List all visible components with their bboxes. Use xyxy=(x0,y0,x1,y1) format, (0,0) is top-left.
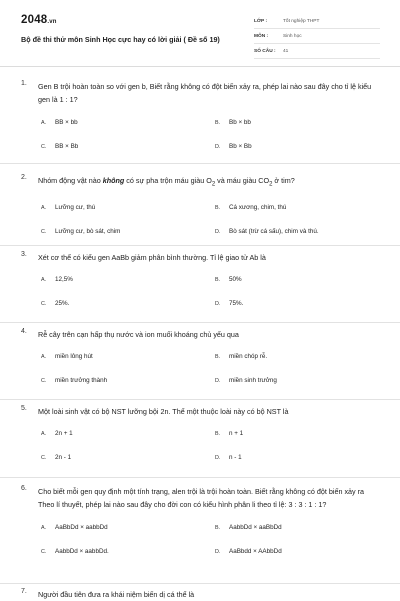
option-c[interactable] xyxy=(41,143,215,151)
option-a[interactable] xyxy=(41,119,215,127)
option-c[interactable] xyxy=(41,454,215,462)
meta-value: Tốt nghiệp THPT xyxy=(283,18,320,24)
option-b[interactable] xyxy=(215,524,381,532)
option-letter: B. xyxy=(215,354,221,361)
option-letter: C. xyxy=(41,143,47,150)
answer-options xyxy=(41,119,381,151)
meta-key: SỐ CÂU : xyxy=(254,48,276,54)
option-d[interactable] xyxy=(215,454,381,462)
question-number: 1. xyxy=(21,80,27,87)
meta-row-question-count xyxy=(254,44,380,59)
option-letter: B. xyxy=(215,204,221,211)
option-text: AaBbDd × aabbDd xyxy=(55,523,108,531)
option-b[interactable] xyxy=(215,353,381,361)
option-letter: C. xyxy=(41,455,47,462)
option-b[interactable] xyxy=(215,430,381,438)
document-header xyxy=(0,0,400,67)
question-number: 5. xyxy=(21,405,27,412)
option-d[interactable] xyxy=(215,548,381,556)
question-text-part: và máu giàu CO xyxy=(215,176,270,185)
question-divider xyxy=(0,245,400,246)
option-letter: D. xyxy=(215,548,221,555)
question-divider xyxy=(0,583,400,584)
question-7 xyxy=(21,588,381,601)
option-letter: C. xyxy=(41,378,47,385)
question-text: Rễ cây trên cạn hấp thụ nước và ion muối khoáng chủ yếu qua xyxy=(38,330,239,339)
question-2 xyxy=(21,174,381,236)
option-letter: A. xyxy=(41,431,47,438)
question-4 xyxy=(21,328,381,385)
option-letter: D. xyxy=(215,143,221,150)
question-text: Gen B trội hoàn toàn so với gen b, Biết rằng không có đột biến xảy ra, phép lai nào sau đây cho tỉ lệ kiểu gen là 1 : 1? xyxy=(38,82,372,105)
question-divider xyxy=(0,399,400,400)
option-letter: B. xyxy=(215,119,221,126)
logo-text: 2048 xyxy=(21,14,48,26)
question-number: 2. xyxy=(21,174,27,181)
option-text: BB × bb xyxy=(55,118,78,126)
option-b[interactable] xyxy=(215,119,381,127)
option-d[interactable] xyxy=(215,143,381,151)
option-letter: A. xyxy=(41,524,47,531)
site-logo[interactable] xyxy=(21,14,57,26)
option-a[interactable] xyxy=(41,204,215,212)
option-text: AaBbdd × AAbbDd xyxy=(229,547,282,555)
question-text-part: ở tim? xyxy=(272,176,295,185)
meta-key: LỚP : xyxy=(254,18,268,24)
option-letter: D. xyxy=(215,455,221,462)
question-1 xyxy=(21,80,381,151)
option-letter: A. xyxy=(41,354,47,361)
question-6 xyxy=(21,485,381,556)
option-text: AabbDd × aaBbDd xyxy=(229,523,282,531)
emphasis-text: không xyxy=(102,176,125,185)
option-letter: B. xyxy=(215,277,221,284)
subscript: 2 xyxy=(269,181,273,188)
option-c[interactable] xyxy=(41,300,215,308)
option-text: 2n - 1 xyxy=(55,454,72,462)
option-c[interactable] xyxy=(41,548,215,556)
answer-options xyxy=(41,204,381,236)
logo-tld: .vn xyxy=(47,19,57,25)
answer-options xyxy=(41,353,381,385)
answer-options xyxy=(41,524,381,556)
document-title: Bộ đề thi thử môn Sinh Học cực hay có lời giải ( Đề số 19) xyxy=(21,35,220,44)
option-letter: B. xyxy=(215,524,221,531)
question-3 xyxy=(21,251,381,308)
option-text: 25%. xyxy=(55,300,70,308)
answer-options xyxy=(41,276,381,308)
question-5 xyxy=(21,405,381,462)
option-text: 50% xyxy=(229,276,242,284)
option-text: Bò sát (trừ cá sấu), chim và thú. xyxy=(229,227,319,235)
question-number: 6. xyxy=(21,485,27,492)
option-text: 12,5% xyxy=(55,276,73,284)
option-text: BB × Bb xyxy=(55,142,79,150)
option-text: Cá xương, chim, thú xyxy=(229,203,287,211)
option-text: miền chóp rễ. xyxy=(229,353,268,361)
option-text: Lưỡng cư, bò sát, chim xyxy=(55,227,121,235)
option-c[interactable] xyxy=(41,377,215,385)
question-divider xyxy=(0,322,400,323)
meta-row-class xyxy=(254,14,380,29)
meta-value: 41 xyxy=(283,48,289,54)
option-text: AabbDd × aabbDd. xyxy=(55,547,109,555)
option-d[interactable] xyxy=(215,300,381,308)
option-d[interactable] xyxy=(215,377,381,385)
question-number: 3. xyxy=(21,251,27,258)
question-text xyxy=(38,174,381,192)
meta-value: Sinh học xyxy=(283,33,302,39)
option-a[interactable] xyxy=(41,430,215,438)
option-text: miền trưởng thành xyxy=(55,377,108,385)
option-letter: A. xyxy=(41,277,47,284)
option-text: n + 1 xyxy=(229,430,244,438)
question-text: Cho biết mỗi gen quy định một tính trạng, alen trội là trội hoàn toàn. Biết rằng không có đột biến xảy ra Theo lí thuyết, phép lai nào sau đây cho đời con có kiểu hình phân li theo tỉ lệ: 3 : 3 : 1 : 1? xyxy=(38,487,365,510)
option-text: miền lông hút xyxy=(55,353,93,361)
question-number: 4. xyxy=(21,328,27,335)
meta-row-subject xyxy=(254,29,380,44)
option-text: Bb × bb xyxy=(229,118,251,126)
option-text: Bb × Bb xyxy=(229,142,252,150)
option-a[interactable] xyxy=(41,276,215,284)
option-letter: D. xyxy=(215,228,221,235)
option-letter: C. xyxy=(41,301,47,308)
question-text: Xét cơ thể có kiểu gen AaBb giảm phân bình thường. Tỉ lệ giao tử Ab là xyxy=(38,253,266,262)
option-a[interactable] xyxy=(41,353,215,361)
option-text: miền sinh trưởng xyxy=(229,377,277,385)
option-letter: C. xyxy=(41,228,47,235)
option-letter: A. xyxy=(41,204,47,211)
question-text-part: có sự pha trộn máu giàu O xyxy=(124,176,212,185)
option-letter: C. xyxy=(41,548,47,555)
answer-options xyxy=(41,430,381,462)
option-text: 2n + 1 xyxy=(55,430,73,438)
question-divider xyxy=(0,163,400,164)
option-c[interactable] xyxy=(41,228,215,236)
question-divider xyxy=(0,477,400,478)
option-b[interactable] xyxy=(215,204,381,212)
option-letter: D. xyxy=(215,378,221,385)
option-a[interactable] xyxy=(41,524,215,532)
question-number: 7. xyxy=(21,588,27,595)
option-d[interactable] xyxy=(215,228,381,236)
option-text: Lưỡng cư, thú xyxy=(55,203,96,211)
subscript: 2 xyxy=(211,181,216,188)
meta-key: MÔN : xyxy=(254,33,269,39)
exam-meta-table xyxy=(254,14,380,59)
question-text: Người đầu tiên đưa ra khái niệm biến dị cá thể là xyxy=(38,590,195,599)
question-text: Một loài sinh vật có bộ NST lưỡng bội 2n. Thể một thuộc loài này có bộ NST là xyxy=(38,407,289,416)
option-text: n - 1 xyxy=(229,454,242,462)
option-letter: A. xyxy=(41,119,47,126)
option-b[interactable] xyxy=(215,276,381,284)
option-text: 75%. xyxy=(229,300,244,308)
option-letter: D. xyxy=(215,301,221,308)
option-letter: B. xyxy=(215,431,221,438)
question-text-part: Nhóm động vật nào xyxy=(38,176,103,185)
